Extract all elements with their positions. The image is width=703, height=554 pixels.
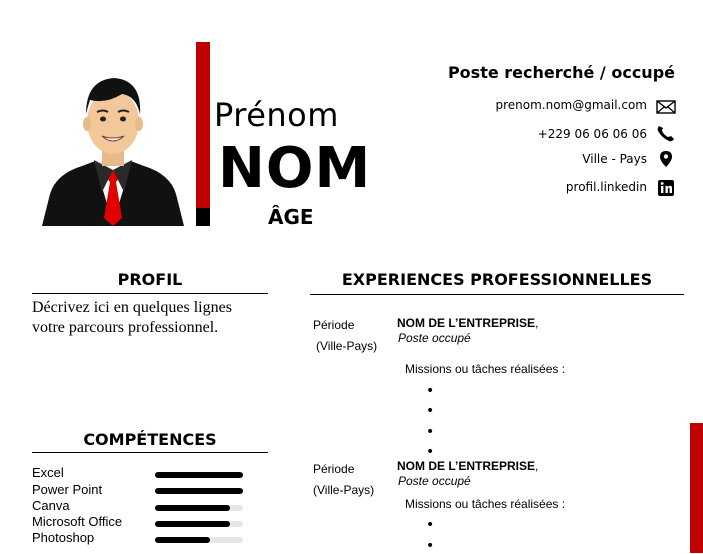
- last-name: NOM: [218, 136, 372, 201]
- divider: [32, 452, 268, 453]
- skill-bar-fill: [155, 472, 243, 478]
- accent-bar-end: [196, 208, 210, 226]
- experience-company: NOM DE L’ENTREPRISE: [397, 459, 536, 473]
- bullet: •: [426, 444, 435, 460]
- skill-label: Microsoft Office: [32, 514, 123, 529]
- experience-job: Poste occupé: [398, 474, 471, 488]
- location-pin-icon: [656, 150, 676, 168]
- bullet: •: [426, 538, 435, 554]
- age: ÂGE: [268, 205, 314, 229]
- experience-job: Poste occupé: [398, 331, 471, 345]
- experiences-title: EXPERIENCES PROFESSIONNELLES: [341, 270, 653, 289]
- skill-bar: [155, 472, 243, 478]
- skill-bar-fill: [155, 488, 243, 494]
- experience-company-line: [397, 455, 538, 474]
- bullet: •: [426, 403, 435, 419]
- first-name: Prénom: [214, 96, 339, 134]
- missions-label: Missions ou tâches réalisées :: [405, 362, 566, 376]
- contact-phone[interactable]: +229 06 06 06 06: [537, 127, 647, 141]
- contact-linkedin[interactable]: profil.linkedin: [565, 180, 647, 194]
- company-comma: ,: [535, 459, 539, 473]
- experience-period: Période: [313, 318, 355, 332]
- missions-label: Missions ou tâches réalisées :: [405, 497, 566, 511]
- skill-label: Power Point: [32, 482, 103, 497]
- skill-bar-fill: [155, 505, 230, 511]
- experience-company: NOM DE L’ENTREPRISE: [397, 316, 536, 330]
- experience-company-line: [397, 312, 538, 331]
- phone-icon: [656, 124, 676, 142]
- skill-bar: [155, 537, 243, 543]
- skill-bar: [155, 505, 243, 511]
- divider: [32, 293, 268, 294]
- contact-email[interactable]: prenom.nom@gmail.com: [495, 98, 647, 112]
- skill-bar-fill: [155, 521, 230, 527]
- avatar: [42, 74, 184, 226]
- experience-location: (Ville-Pays): [313, 483, 375, 497]
- experience-location: (Ville-Pays): [316, 339, 378, 353]
- contact-location: Ville - Pays: [582, 152, 647, 166]
- position-title: Poste recherché / occupé: [447, 63, 675, 82]
- skill-bar: [155, 488, 243, 494]
- skill-label: Canva: [32, 498, 70, 513]
- competences-title: COMPÉTENCES: [83, 430, 217, 449]
- profil-text: Décrivez ici en quelques lignes votre parcours professionnel.: [32, 299, 232, 336]
- profil-title: PROFIL: [117, 270, 183, 289]
- company-comma: ,: [535, 316, 539, 330]
- side-accent-bar: [690, 423, 703, 553]
- accent-bar: [196, 42, 210, 208]
- skill-bar-fill: [155, 537, 210, 543]
- divider: [310, 294, 684, 295]
- skill-bar: [155, 521, 243, 527]
- bullet: •: [426, 383, 435, 399]
- skill-label: Excel: [32, 465, 64, 480]
- bullet: •: [426, 424, 435, 440]
- linkedin-icon: [656, 179, 676, 197]
- envelope-icon: [656, 98, 676, 116]
- skill-label: Photoshop: [32, 530, 95, 545]
- bullet: •: [426, 517, 435, 533]
- experience-period: Période: [313, 462, 355, 476]
